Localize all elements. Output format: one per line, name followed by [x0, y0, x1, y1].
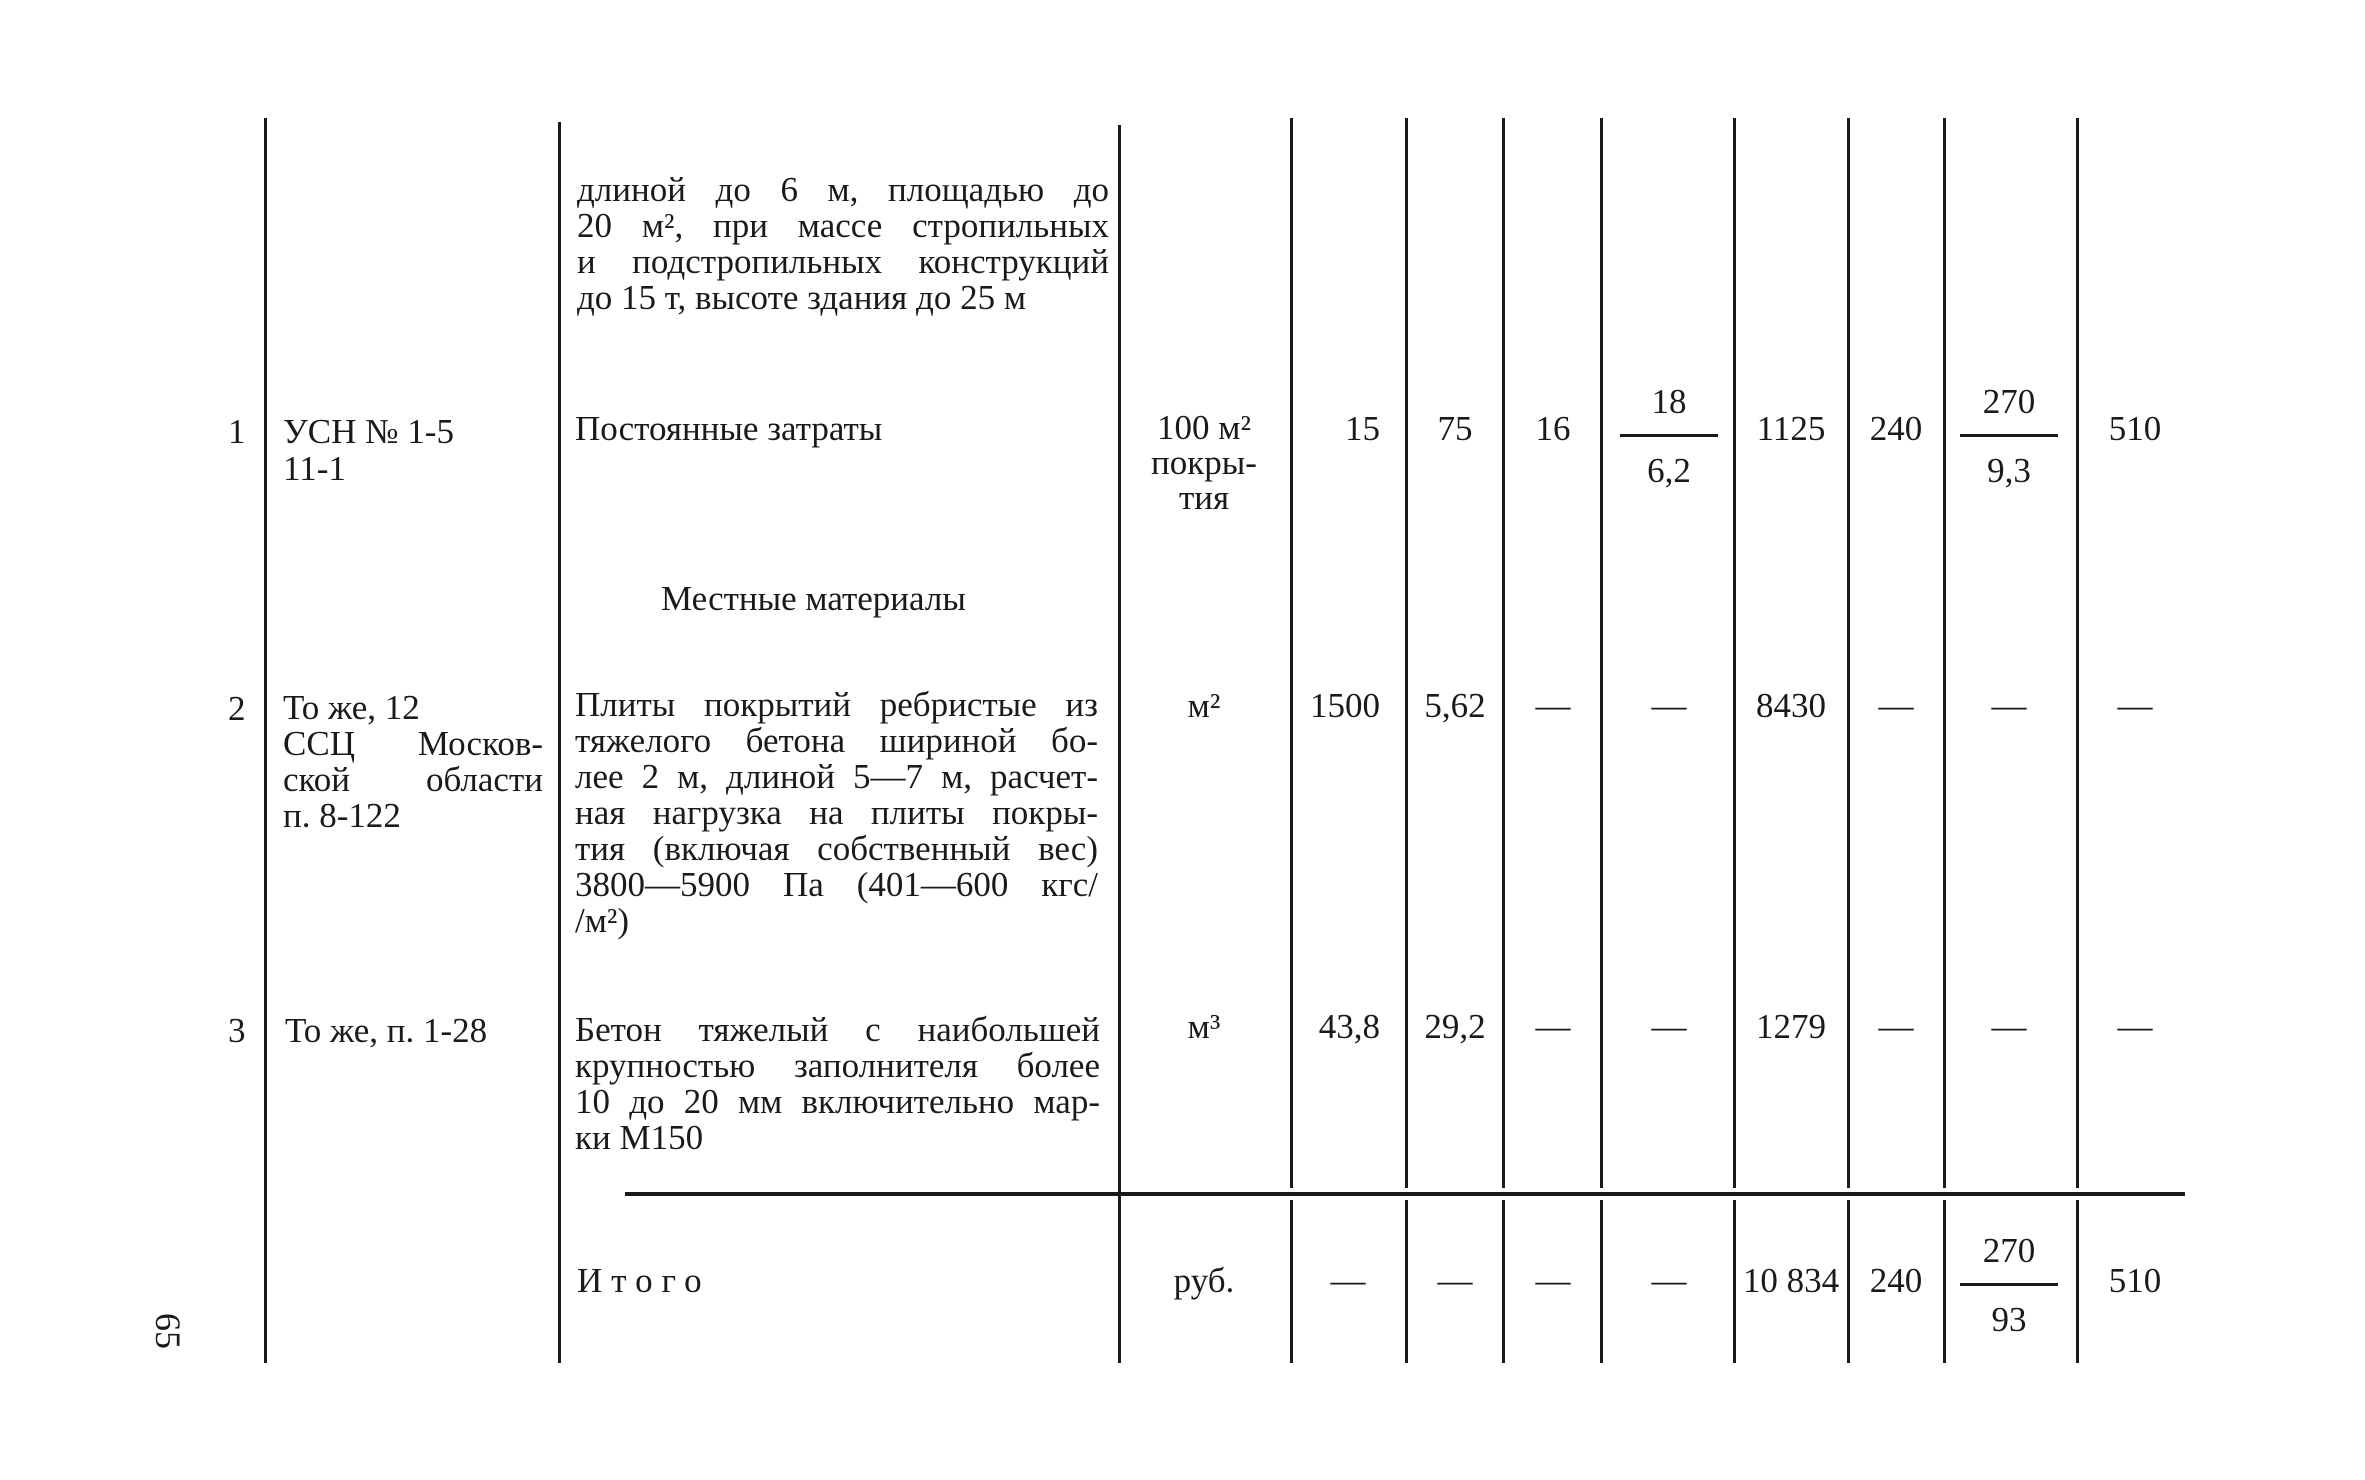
- unit-of-measure: м²: [1187, 686, 1221, 725]
- total-unit-machinery: —: [1651, 1261, 1687, 1300]
- description-line: 10 до 20 мм включительно мар-: [575, 1082, 1100, 1121]
- total-quantity: —: [1330, 1261, 1366, 1300]
- column-rule: [1733, 118, 1736, 1188]
- description-line: тия (включая собственный вес): [575, 829, 1098, 868]
- total-machinery-fraction: [1960, 383, 2058, 489]
- column-rule: [1943, 118, 1946, 1188]
- fraction-bar: [1960, 1283, 2058, 1286]
- description-line: Плиты покрытий ребристые из: [575, 685, 1098, 724]
- unit-of-measure: м³: [1187, 1007, 1221, 1046]
- description-line: /м²): [575, 901, 630, 940]
- item-description: [575, 687, 1098, 939]
- grand-total-last-column: 510: [2108, 1261, 2162, 1300]
- description-line: 20 м², при массе стропильных: [577, 206, 1109, 245]
- continued-description: [577, 172, 1109, 316]
- description-line: лее 2 м, длиной 5—7 м, расчет-: [575, 757, 1098, 796]
- total-unit-wage: —: [1535, 1261, 1571, 1300]
- total-machinery: —: [1991, 1007, 2027, 1046]
- column-rule: [1600, 118, 1603, 1188]
- description-line: ки М150: [575, 1118, 704, 1157]
- source-line: УСН № 1-5: [283, 412, 454, 451]
- description-line: тяжелого бетона шириной бо-: [575, 721, 1098, 760]
- total-label: Итого: [577, 1261, 711, 1300]
- fraction-numerator: 270: [1982, 1231, 2036, 1270]
- column-rule: [1118, 125, 1121, 1363]
- unit-price: 75: [1437, 409, 1473, 448]
- source-reference: То же, п. 1-28: [285, 1011, 488, 1050]
- description-line: 3800—5900 Па (401—600 кгс/: [575, 865, 1098, 904]
- unit-wage: —: [1535, 686, 1571, 725]
- last-column-value: —: [2117, 1007, 2153, 1046]
- unit-line: покры-: [1151, 443, 1257, 482]
- fraction-bar: [1620, 434, 1718, 437]
- item-description: Постоянные затраты: [575, 409, 883, 448]
- row-number: 3: [228, 1011, 246, 1050]
- total-wage: —: [1878, 1007, 1914, 1046]
- total-unit: руб.: [1173, 1261, 1235, 1300]
- unit-price: 5,62: [1424, 686, 1486, 725]
- grand-total-cost: 10 834: [1742, 1261, 1840, 1300]
- fraction-bar: [1960, 434, 2058, 437]
- quantity: 43,8: [1318, 1007, 1380, 1046]
- last-column-value: 510: [2108, 409, 2162, 448]
- total-cost: 8430: [1756, 686, 1826, 725]
- quantity: 1500: [1310, 686, 1380, 725]
- fraction-denominator: 6,2: [1647, 451, 1691, 490]
- item-description: [575, 1012, 1100, 1156]
- grand-total-wage: 240: [1869, 1261, 1923, 1300]
- unit-line: тия: [1178, 478, 1230, 517]
- fraction-numerator: 270: [1982, 382, 2036, 421]
- unit-price: 29,2: [1424, 1007, 1486, 1046]
- column-rule: [264, 118, 267, 1363]
- source-line: 11-1: [283, 449, 346, 488]
- column-rule: [1405, 118, 1408, 1188]
- column-rule: [1290, 1200, 1293, 1363]
- page-number: 65: [148, 1313, 188, 1349]
- section-heading: Местные материалы: [661, 579, 966, 618]
- source-line: ССЦ Москов-: [283, 724, 543, 763]
- last-column-value: —: [2117, 686, 2153, 725]
- source-line: То же, 12: [283, 688, 420, 727]
- source-reference: [283, 413, 454, 487]
- total-machinery: —: [1991, 686, 2027, 725]
- row-number: 2: [228, 689, 246, 728]
- fraction-denominator: 93: [1991, 1300, 2027, 1339]
- row-number: 1: [228, 412, 246, 451]
- total-cost: 1125: [1756, 409, 1826, 448]
- quantity: 15: [1345, 409, 1380, 448]
- unit-machinery: —: [1651, 686, 1687, 725]
- description-line: и подстропильных конструкций: [577, 242, 1109, 281]
- column-rule: [1600, 1200, 1603, 1363]
- column-rule: [1290, 118, 1293, 1188]
- description-line: до 15 т, высоте здания до 25 м: [577, 278, 1026, 317]
- total-wage: 240: [1869, 409, 1923, 448]
- unit-wage: 16: [1535, 409, 1571, 448]
- source-line: п. 8-122: [283, 796, 401, 835]
- total-cost: 1279: [1756, 1007, 1826, 1046]
- column-rule: [1943, 1200, 1946, 1363]
- column-rule: [1405, 1200, 1408, 1363]
- description-line: крупностью заполнителя более: [575, 1046, 1100, 1085]
- unit-of-measure: [1124, 410, 1284, 515]
- column-rule: [558, 122, 561, 1363]
- description-line: Бетон тяжелый с наибольшей: [575, 1010, 1100, 1049]
- description-line: длиной до 6 м, площадью до: [577, 170, 1109, 209]
- column-rule: [2076, 118, 2079, 1188]
- unit-line: 100 м²: [1157, 408, 1251, 447]
- total-separator-rule: [625, 1192, 2185, 1196]
- unit-machinery: —: [1651, 1007, 1687, 1046]
- source-reference: [283, 690, 543, 834]
- total-unit-price: —: [1437, 1261, 1473, 1300]
- grand-total-machinery-fraction: [1960, 1232, 2058, 1338]
- column-rule: [1502, 1200, 1505, 1363]
- column-rule: [2076, 1200, 2079, 1363]
- fraction-denominator: 9,3: [1987, 451, 2031, 490]
- description-line: ная нагрузка на плиты покры-: [575, 793, 1098, 832]
- fraction-numerator: 18: [1651, 382, 1687, 421]
- source-line: ской области: [283, 760, 543, 799]
- unit-wage: —: [1535, 1007, 1571, 1046]
- unit-machinery-fraction: [1620, 383, 1718, 489]
- total-wage: —: [1878, 686, 1914, 725]
- column-rule: [1502, 118, 1505, 1188]
